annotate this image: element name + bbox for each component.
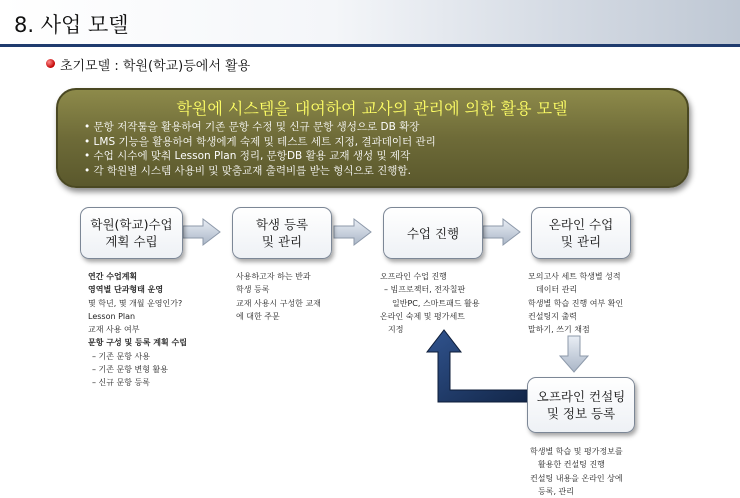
detail-item: Lesson Plan <box>88 311 136 321</box>
step-arrow-2 <box>334 219 371 245</box>
detail-list-plan <box>88 270 187 390</box>
detail-list-consulting <box>530 445 623 498</box>
banner-item: • 수업 시수에 맞춰 Lesson Plan 정리, 문항DB 활용 교재 생성 및 제작 <box>84 149 436 164</box>
detail-item: 모의고사 세트 학생별 성적 <box>528 272 621 281</box>
step-label: 및 관리 <box>560 234 602 249</box>
detail-item: 몇 학년, 몇 개월 운영인가? <box>88 298 183 308</box>
detail-item: 컨설팅 내용을 온라인 상에 <box>530 473 623 483</box>
step-arrow-3 <box>483 219 520 245</box>
detail-item: 데이터 관리 <box>536 285 578 295</box>
detail-item: 일반PC, 스마트패드 활용 <box>392 298 480 308</box>
detail-item: 컨설팅지 출력 <box>528 311 577 321</box>
detail-item: 등록, 관리 <box>538 486 574 496</box>
detail-item: 영역별 단과형태 운영 <box>88 285 164 295</box>
detail-item: – 기존 문항 변형 활용 <box>92 365 168 375</box>
step-label: 및 정보 등록 <box>546 406 616 421</box>
detail-item: 학생별 학습 및 평가정보를 <box>530 447 623 456</box>
banner-title: 학원에 시스템을 대여하여 교사의 관리에 의한 활용 모델 <box>176 99 568 118</box>
banner-item: • 문항 저작툴을 활용하여 기존 문항 수정 및 신규 문항 생성으로 DB 확장 <box>84 120 436 135</box>
detail-list-online <box>528 270 623 336</box>
step-box-online <box>531 207 631 259</box>
detail-item: – 기존 문항 사용 <box>92 351 150 361</box>
step-label: 수업 진행 <box>406 225 460 241</box>
detail-item: 교재 사용시 구성한 교재 <box>236 298 321 308</box>
subtitle: 초기모델 : 학원(학교)등에서 활용 <box>60 59 251 74</box>
loop-arrow <box>427 330 528 402</box>
detail-item: 문항 구성 및 등록 계획 수립 <box>88 338 187 348</box>
detail-item: 말하기, 쓰기 채점 <box>528 325 590 335</box>
detail-item: 학생 등록 <box>236 285 270 295</box>
detail-item: 오프라인 수업 진행 <box>380 272 447 281</box>
detail-item: 활용한 컨설팅 진행 <box>538 460 605 470</box>
banner-item: • LMS 기능을 활용하여 학생에게 숙제 및 테스트 세트 지정, 결과데이터 관리 <box>84 135 436 150</box>
step-box-plan <box>80 207 183 259</box>
detail-item: 온라인 숙제 및 평가세트 <box>380 311 465 321</box>
step-label: 계획 수립 <box>105 234 158 249</box>
detail-list-register <box>236 270 321 323</box>
step-box-class <box>383 207 483 259</box>
detail-item: 사용하고자 하는 반과 <box>236 272 311 281</box>
step-label: 학생 등록 <box>255 217 309 232</box>
step-label: 및 관리 <box>261 234 303 249</box>
down-arrow <box>560 336 588 372</box>
step-label: 오프라인 컨설팅 <box>536 389 626 404</box>
detail-item: – 신규 문항 등록 <box>92 378 150 388</box>
step-arrow-1 <box>183 219 220 245</box>
banner-item: • 각 학원별 시스템 사용비 및 맞춤교재 출력비를 받는 형식으로 진행함. <box>84 164 436 179</box>
detail-item: 학생별 학습 진행 여부 확인 <box>528 298 624 308</box>
step-box-consulting <box>527 377 635 433</box>
page-title: 8. 사업 모델 <box>14 13 129 37</box>
step-label: 온라인 수업 <box>548 217 614 232</box>
detail-item: 연간 수업계획 <box>88 272 138 281</box>
detail-item: – 빔프로젝터, 전자칠판 <box>384 285 466 295</box>
step-box-register <box>232 207 332 259</box>
detail-item: 교재 사용 여부 <box>88 325 140 335</box>
detail-list-class <box>380 270 480 336</box>
detail-item: 지정 <box>388 325 404 335</box>
step-label: 학원(학교)수업 <box>90 217 173 232</box>
detail-item: 에 대한 주문 <box>236 311 280 321</box>
